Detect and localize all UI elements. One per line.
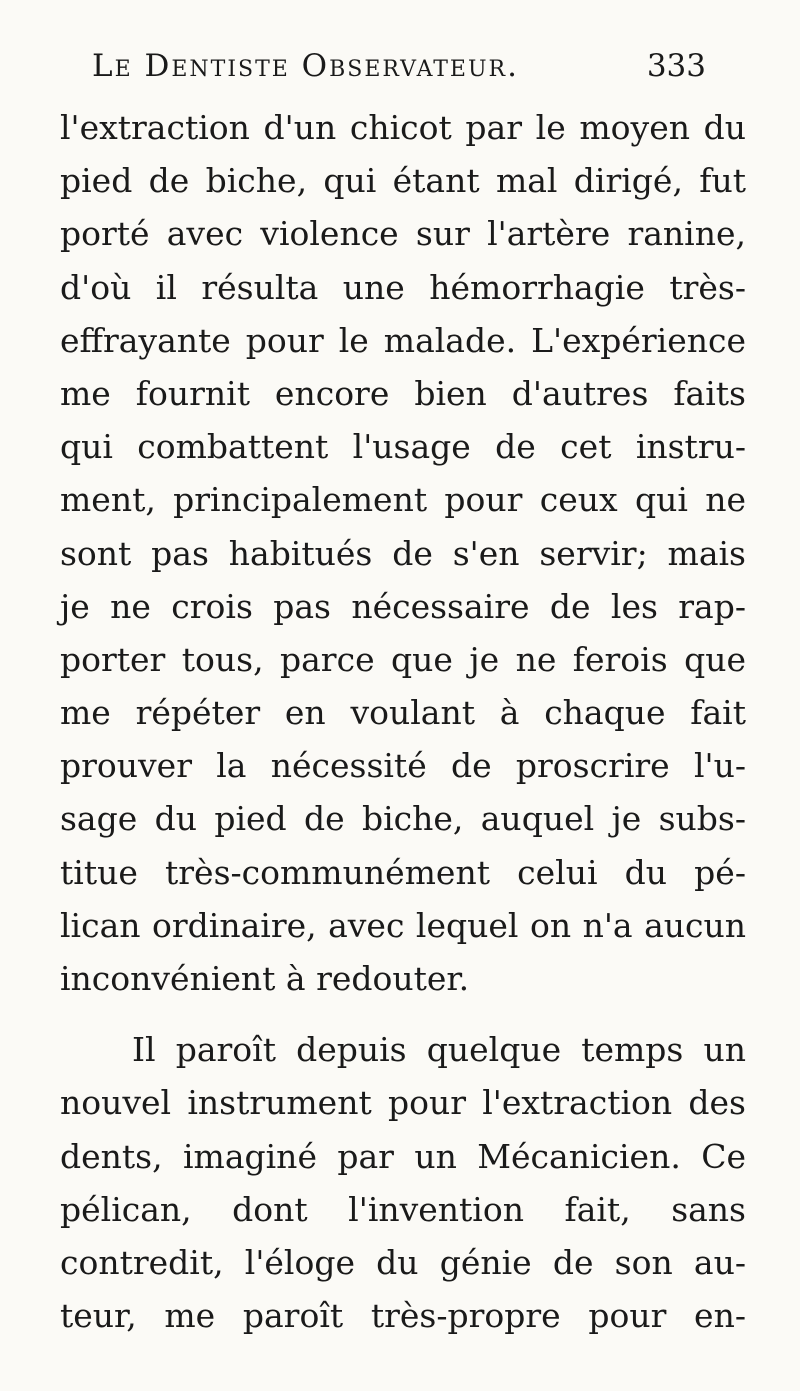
text-line: teur, me paroît très-propre pour en-	[60, 1296, 746, 1336]
paragraph-1	[60, 101, 746, 1005]
text-line: ment, principalement pour ceux qui ne	[60, 480, 746, 520]
text-line: inconvénient à redouter.	[60, 959, 470, 998]
body-text	[60, 101, 746, 1342]
text-line: qui combattent l'usage de cet instru-	[60, 427, 746, 467]
text-line: d'où il résulta une hémorrhagie très-	[60, 267, 746, 307]
text-line: porter tous, parce que je ne ferois que	[60, 639, 746, 679]
text-line: prouver la nécessité de proscrire l'u-	[60, 746, 746, 786]
text-line: titue très-communément celui du pé-	[60, 852, 746, 892]
text-line: porté avec violence sur l'artère ranine,	[60, 214, 746, 254]
text-line: sont pas habitués de s'en servir; mais	[60, 533, 746, 573]
text-line: nouvel instrument pour l'extraction des	[60, 1083, 746, 1123]
text-line: Il paroît depuis quelque temps un	[132, 1030, 746, 1070]
text-line: me répéter en voulant à chaque fait	[60, 693, 746, 733]
text-line: pélican, dont l'invention fait, sans	[60, 1189, 746, 1229]
page-header	[92, 48, 712, 98]
page-number: 333	[646, 48, 706, 84]
text-line: l'extraction d'un chicot par le moyen du	[60, 108, 746, 147]
text-line: effrayante pour le malade. L'expérience	[60, 320, 746, 360]
text-line: je ne crois pas nécessaire de les rap-	[60, 586, 746, 626]
paragraph-2	[60, 1023, 746, 1342]
text-line: dents, imaginé par un Mécanicien. Ce	[60, 1136, 746, 1176]
text-line: lican ordinaire, avec lequel on n'a aucun	[60, 905, 746, 945]
text-line: pied de biche, qui étant mal dirigé, fut	[60, 161, 746, 201]
text-line: contredit, l'éloge du génie de son au-	[60, 1242, 746, 1282]
running-head: Le Dentiste Observateur.	[92, 48, 519, 84]
text-line: me fournit encore bien d'autres faits	[60, 373, 746, 413]
text-line: sage du pied de biche, auquel je subs-	[60, 799, 746, 839]
